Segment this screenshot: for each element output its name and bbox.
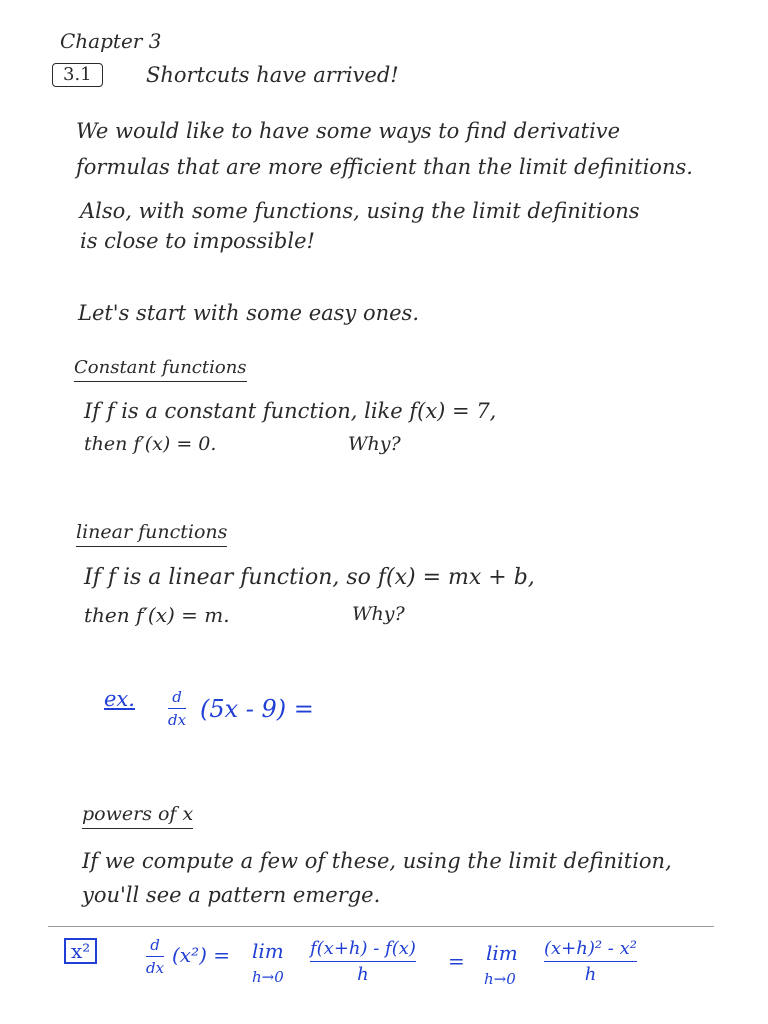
limit-1-h-to-0: h→0 [252, 968, 284, 986]
example-fraction-bar [168, 708, 186, 709]
linear-line-2: then f′(x) = m. [84, 603, 230, 627]
difference-quotient-1 [310, 938, 416, 985]
x2-operator-bar [146, 956, 164, 957]
difference-quotient-1-numerator: f(x+h) - f(x) [310, 938, 416, 959]
powers-line-1: If we compute a few of these, using the limit definition, [82, 849, 672, 873]
x2-d: d [150, 936, 160, 954]
constant-why: Why? [348, 433, 401, 455]
intro-line-5: Let's start with some easy ones. [78, 301, 420, 325]
divider [48, 926, 714, 927]
chapter-heading: Chapter 3 [60, 29, 162, 53]
example-label: ex. [104, 687, 135, 711]
example-d: d [172, 688, 182, 706]
x-squared-box: x² [64, 938, 97, 964]
linear-why: Why? [352, 603, 405, 625]
difference-quotient-2 [544, 938, 637, 985]
limit-1-lim: lim [252, 939, 284, 963]
constant-line-2: then f′(x) = 0. [84, 433, 217, 455]
difference-quotient-1-bar [310, 961, 416, 962]
example-dx: dx [168, 711, 187, 729]
difference-quotient-2-denominator: h [584, 964, 597, 985]
intro-line-4: is close to impossible! [80, 229, 315, 253]
section-number: 3.1 [52, 63, 103, 87]
x2-dx: dx [146, 959, 165, 977]
section-title: Shortcuts have arrived! [146, 63, 399, 87]
powers-line-2: you'll see a pattern emerge. [82, 883, 381, 907]
difference-quotient-2-numerator: (x+h)² - x² [544, 938, 637, 959]
limit-2-h-to-0: h→0 [484, 970, 516, 988]
x2-expression: (x²) = [172, 943, 231, 967]
intro-line-1: We would like to have some ways to find derivative [76, 119, 621, 143]
example-expression: (5x - 9) = [200, 695, 314, 723]
difference-quotient-1-denominator: h [357, 964, 369, 985]
intro-line-2: formulas that are more efficient than the limit definitions. [76, 155, 693, 179]
powers-heading: powers of x [82, 804, 193, 829]
linear-line-1: If f is a linear function, so f(x) = mx + b, [84, 565, 535, 590]
difference-quotient-2-bar [544, 961, 637, 962]
linear-heading: linear functions [76, 522, 227, 547]
example-derivative-operator [168, 688, 186, 729]
equals-sign: = [448, 949, 465, 973]
constant-heading: Constant functions [74, 358, 247, 382]
x2-derivative-operator [146, 936, 164, 977]
constant-line-1: If f is a constant function, like f(x) = 7, [84, 399, 497, 423]
intro-line-3: Also, with some functions, using the limit definitions [80, 199, 640, 223]
limit-2-lim: lim [486, 941, 518, 965]
